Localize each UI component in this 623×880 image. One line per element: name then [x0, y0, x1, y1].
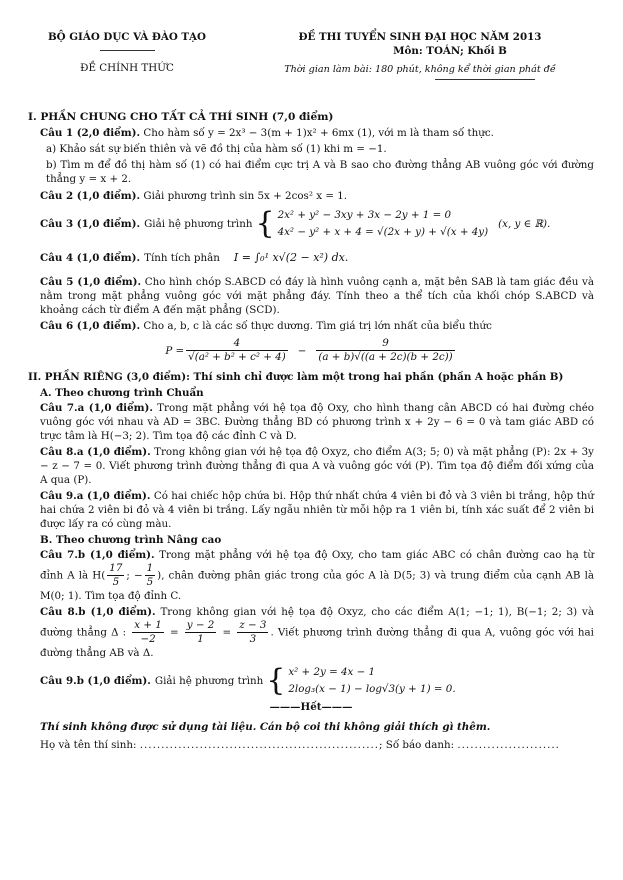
subject-line: Môn: TOÁN; Khối B	[393, 45, 507, 57]
equation-2: 2log₃(x − 1) − log√3(y + 1) = 0.	[288, 683, 456, 695]
numerator: 17	[109, 562, 123, 574]
question-text: Trong không gian với hệ tọa độ Oxyz, cho các điểm A(1; −1; 1), B(−1; 2; 3) và đường thẳng Δ :	[40, 606, 595, 639]
question-text: Trong không gian với hệ tọa độ Oxyz, cho điểm A(3; 5; 0) và mặt phẳng (P): 2x + 3y − z − 7 = 0. Viết phương trình đường thẳng đi qua A và vuông góc với (P). Tìm tọa độ điểm đối xứng của A qua (P).	[40, 446, 594, 486]
question-7a	[40, 401, 594, 443]
question-1	[40, 126, 594, 140]
fraction	[132, 619, 164, 646]
question-text: Tính tích phân	[144, 252, 220, 264]
question-3	[40, 207, 594, 241]
question-label: Câu 5 (1,0 điểm).	[40, 276, 142, 288]
fraction	[186, 337, 288, 364]
p-lhs: P =	[165, 344, 185, 357]
question-text: Giải phương trình sin 5x + 2cos² x = 1.	[143, 190, 348, 202]
question-6	[40, 319, 594, 333]
name-dots: ........................................................	[139, 739, 380, 751]
question-5	[40, 275, 594, 317]
divider	[100, 50, 155, 51]
divider	[435, 79, 535, 80]
denominator: −2	[140, 633, 156, 645]
denominator: 3	[249, 633, 257, 645]
time-line: Thời gian làm bài: 180 phút, không kể thời gian phát đề	[284, 64, 556, 75]
section-b-title: B. Theo chương trình Nâng cao	[40, 534, 222, 546]
candidate-info-line	[40, 738, 594, 752]
separator: ; −	[126, 569, 143, 582]
header-left	[22, 30, 232, 75]
exam-content	[28, 104, 594, 752]
id-label: ; Số báo danh:	[379, 739, 455, 751]
question-2	[40, 189, 594, 203]
equals-sign: =	[170, 626, 179, 639]
fraction	[145, 562, 156, 589]
ministry-name: BỘ GIÁO DỤC VÀ ĐÀO TẠO	[47, 31, 207, 43]
question-label: Câu 6 (1,0 điểm).	[40, 320, 141, 332]
question-label: Câu 8.b (1,0 điểm).	[40, 606, 156, 618]
fraction	[316, 337, 454, 364]
name-label: Họ và tên thí sinh:	[40, 739, 137, 751]
question-text: Cho a, b, c là các số thực dương. Tìm giá trị lớn nhất của biểu thức	[143, 320, 492, 332]
system-brace: {	[266, 663, 286, 698]
question-label: Câu 9.a (1,0 điểm).	[40, 490, 151, 502]
question-8a	[40, 445, 594, 487]
fraction	[107, 562, 124, 589]
exam-header	[0, 30, 623, 100]
question-text: . Viết phương trình đường thẳng đi qua A, vuông góc với hai đường thẳng AB và Δ.	[40, 626, 594, 659]
numerator: y − 2	[186, 619, 215, 631]
integral-expression: I = ∫₀¹ x√(2 − x²) dx.	[233, 251, 349, 264]
footer-note: Thí sinh không được sử dụng tài liệu. Cán bộ coi thi không giải thích gì thêm.	[40, 721, 491, 733]
expression-P	[28, 337, 594, 364]
denominator: 1	[197, 633, 204, 645]
end-marker: ———Hết———	[269, 701, 353, 713]
part1-title: I. PHẦN CHUNG CHO TẤT CẢ THÍ SINH (7,0 điểm)	[28, 111, 334, 123]
question-text: Trong mặt phẳng với hệ tọa độ Oxy, cho hình thang cân ABCD có hai đường chéo vuông góc với nhau và AD = 3BC. Đường thẳng BD có phương trình x + 2y − 6 = 0 và tam giác ABD có trực tâm là H(−3; 2). Tìm tọa độ các đỉnh C và D.	[40, 402, 594, 442]
equation-2: 4x² − y² + x + 4 = √(2x + y) + √(x + 4y)	[277, 226, 489, 238]
id-dots: ........................	[457, 739, 560, 751]
question-label: Câu 2 (1,0 điểm).	[40, 190, 141, 202]
equation-system	[278, 207, 489, 241]
denominator: 5	[112, 576, 120, 588]
question-label: Câu 3 (1,0 điểm).	[40, 218, 141, 230]
denominator: √(a² + b² + c² + 4)	[188, 351, 286, 363]
question-7b	[40, 548, 594, 603]
equation-system	[288, 664, 455, 698]
question-text: Trong mặt phẳng với hệ tọa độ Oxy, cho tam giác ABC có chân đường cao hạ từ đỉnh A là H(	[40, 549, 595, 582]
header-right	[235, 30, 605, 80]
section-a-title: A. Theo chương trình Chuẩn	[40, 387, 204, 399]
question-9b	[40, 664, 594, 698]
equation-1: x² + 2y = 4x − 1	[288, 666, 376, 678]
question-1b: b) Tìm m để đồ thị hàm số (1) có hai điểm cực trị A và B sao cho đường thẳng AB vuông góc với đường thẳng y = x + 2.	[46, 159, 594, 185]
numerator: 9	[316, 337, 454, 351]
question-text: Giải hệ phương trình	[154, 675, 264, 687]
question-text: ), chân đường phân giác trong của góc A là D(5; 3) và trung điểm của cạnh AB là M(0; 1). Tìm tọa độ đỉnh C.	[40, 569, 595, 602]
denominator: (a + b)√((a + 2c)(b + 2c))	[318, 351, 453, 363]
question-text: Có hai chiếc hộp chứa bi. Hộp thứ nhất chứa 4 viên bi đỏ và 3 viên bi trắng, hộp thứ hai chứa 2 viên bi đỏ và 4 viên bi trắng. Lấy ngẫu nhiên từ mỗi hộp ra 1 viên bi, tính xác suất để 2 viên bi được lấy ra có cùng màu.	[40, 490, 594, 530]
system-brace: {	[255, 206, 275, 241]
question-label: Câu 9.b (1,0 điểm).	[40, 675, 151, 687]
question-label: Câu 7.b (1,0 điểm).	[40, 549, 155, 561]
numerator: 1	[146, 562, 154, 574]
question-label: Câu 1 (2,0 điểm).	[40, 127, 141, 139]
question-text: Cho hình chóp S.ABCD có đáy là hình vuông cạnh a, mặt bên SAB là tam giác đều và nằm trong mặt phẳng vuông góc với mặt phẳng đáy. Tính theo a thể tích của khối chóp S.ABCD và khoảng cách từ điểm A đến mặt phẳng (SCD).	[40, 276, 594, 316]
exam-title: ĐỀ THI TUYỂN SINH ĐẠI HỌC NĂM 2013	[298, 31, 542, 43]
numerator: 4	[186, 337, 288, 351]
question-text: Cho hàm số y = 2x³ − 3(m + 1)x² + 6mx (1), với m là tham số thực.	[143, 127, 494, 139]
minus-sign: −	[297, 344, 307, 357]
question-text: Giải hệ phương trình	[144, 218, 253, 230]
question-4	[40, 251, 594, 265]
question-label: Câu 8.a (1,0 điểm).	[40, 446, 151, 458]
fraction	[237, 619, 268, 646]
part2-title: II. PHẦN RIÊNG (3,0 điểm): Thí sinh chỉ được làm một trong hai phần (phần A hoặc phần B)	[28, 371, 564, 383]
question-1a: a) Khảo sát sự biến thiên và vẽ đồ thị của hàm số (1) khi m = −1.	[46, 143, 387, 155]
denominator: 5	[146, 576, 154, 588]
question-label: Câu 7.a (1,0 điểm).	[40, 402, 153, 414]
question-9a	[40, 489, 594, 531]
official-label: ĐỀ CHÍNH THỨC	[80, 62, 174, 74]
question-8b	[40, 605, 594, 660]
question-label: Câu 4 (1,0 điểm).	[40, 252, 141, 264]
numerator: z − 3	[239, 619, 267, 631]
domain-note: (x, y ∈ ℝ).	[498, 218, 551, 230]
fraction	[185, 619, 217, 646]
numerator: x + 1	[134, 619, 162, 631]
equation-1: 2x² + y² − 3xy + 3x − 2y + 1 = 0	[277, 209, 452, 221]
equals-sign: =	[222, 626, 232, 639]
